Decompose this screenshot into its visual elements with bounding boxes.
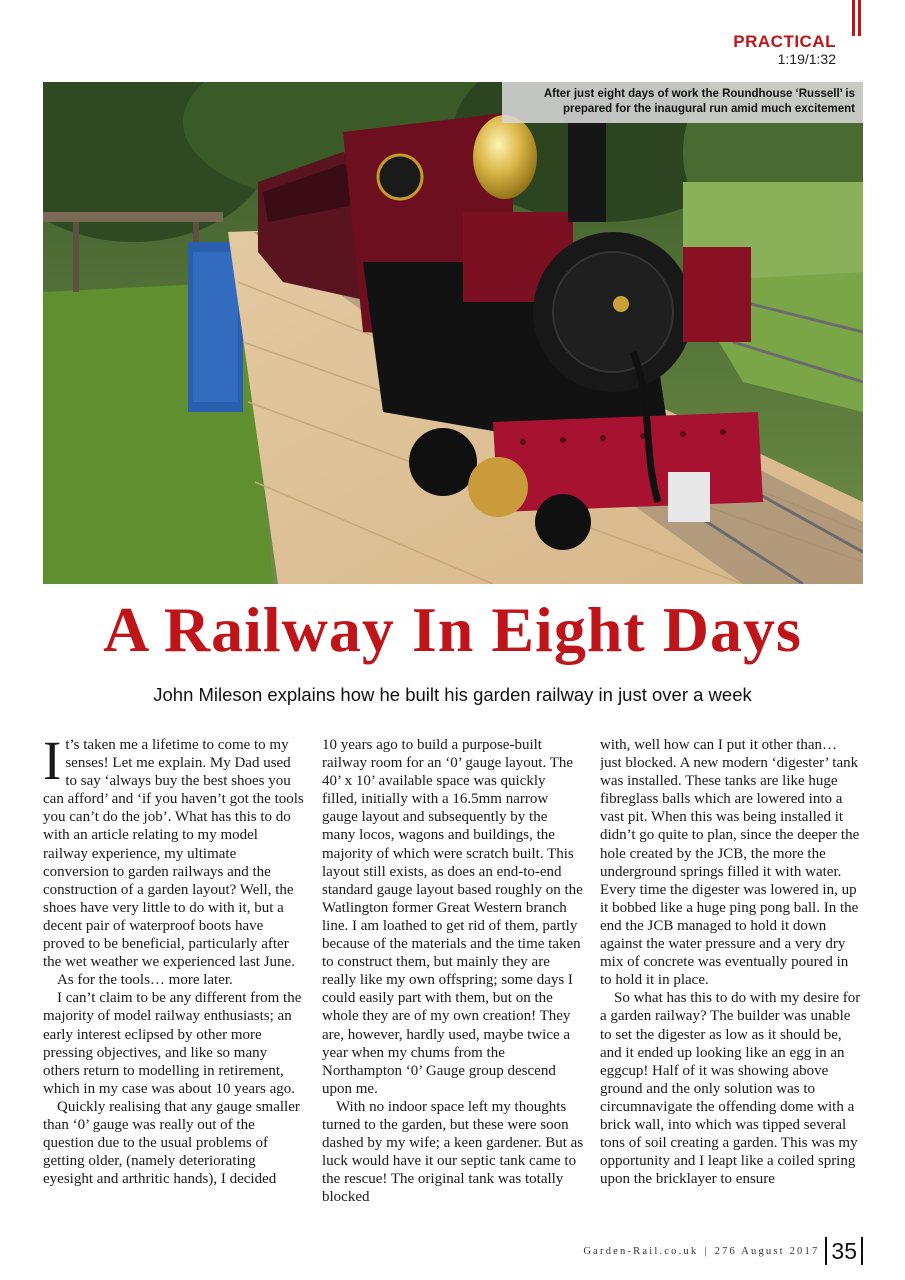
section-scale: 1:19/1:32 (777, 51, 836, 67)
paragraph: So what has this to do with my desire for a garden railway? The builder was unable to set the digester as low as it should be, and it ended up looking like an egg in an eggcup! Half of it was showing above ground and the only solution was to circumnavigate the offending dome with a brick wall, into which was tipped several tons of soil creating a garden. This was my opportunity and I leapt like a coiled spring upon the bricklayer to ensure (600, 990, 861, 1188)
paragraph: With no indoor space left my thoughts turned to the garden, but these were soon dashed by my wife; a keen gardener. But as luck would have it our septic tank came to the rescue! The original tank was totally blocked (322, 1098, 584, 1206)
footer-rule-right (861, 1237, 863, 1265)
page-number: 35 (831, 1237, 857, 1264)
section-label (733, 33, 836, 66)
section-name: PRACTICAL (733, 32, 836, 51)
article-standfirst: John Mileson explains how he built his garden railway in just over a week (153, 684, 752, 705)
paragraph: I can’t claim to be any different from the majority of model railway enthusiasts; an early interest eclipsed by other more pressing objectives, and like so many others return to modelling in retirement, which in my case was about 10 years ago. (43, 990, 302, 1097)
hero-photo (43, 82, 863, 584)
paragraph: Quickly realising that any gauge smaller than ‘0’ gauge was really out of the question due to the usual problems of getting older, (namely deteriorating eyesight and arthritic hands), I decided (43, 1098, 300, 1188)
paragraph: 10 years ago to build a purpose-built railway room for an ‘0’ gauge layout. The 40’ x 10’ available space was quickly filled, initially with a 16.5mm narrow gauge layout and subsequently by the many locos, wagons and buildings, the majority of which were scratch built. This layout still exists, as does an end-to-end standard gauge layout based roughly on the Watlington former Great Western branch line. I am loathed to get rid of them, partly because of the materials and the time taken to construct them, but mainly they are really like my own offspring; some days I could easily part with them, but on the whole they are of my own creation! They are, however, hardly used, maybe twice a year when my chums from the Northampton ‘0’ Gauge group descend upon me. (322, 737, 583, 1097)
page-footer (583, 1237, 863, 1265)
article-title: A Railway In Eight Days (103, 594, 802, 665)
photo-caption (502, 82, 863, 123)
caption-line-1: After just eight days of work the Roundhouse ‘Russell’ is (543, 88, 855, 100)
footer-issue: 276 August 2017 (714, 1245, 820, 1257)
text-column-1 (43, 736, 305, 1236)
locomotive-photo-illustration (43, 82, 863, 584)
drop-cap: I (43, 736, 62, 791)
paragraph: with, well how can I put it other than… just blocked. A new modern ‘digester’ tank was installed. These tanks are like huge fibreglass balls which are lowered into a vast pit. When this was being installed it didn’t go quite to plan, since the deeper the hole created by the JCB, the more the underground springs filled it with water. Every time the digester was lowered in, up it bobbed like a huge ping pong ball. In the end the JCB managed to hold it down against the water pressure and a very dry mix of concrete was eventually poured in to hold it in place. (600, 737, 860, 989)
caption-line-2: prepared for the inaugural run amid much excitement (562, 103, 855, 115)
footer-site: Garden-Rail.co.uk (583, 1245, 699, 1257)
paragraph: As for the tools… more later. (57, 972, 233, 989)
footer-separator: | (704, 1245, 709, 1257)
paragraph: t’s taken me a lifetime to come to my senses! Let me explain. My Dad used to say ‘always buy the best shoes you can afford’ and ‘if you haven’t got the tools you can’t do the job’. What has this to do with an article relating to my model railway experience, my ultimate conversion to garden railways and the construction of a garden layout? Well, the shoes have very little to do with it, but a decent pair of waterproof boots have proved to be beneficial, particularly after the wet weather we experienced last June. (43, 737, 304, 971)
text-column-2 (322, 736, 584, 1236)
edge-bar-1 (852, 0, 855, 36)
edge-bar-2 (858, 0, 861, 36)
text-column-3 (600, 736, 862, 1236)
